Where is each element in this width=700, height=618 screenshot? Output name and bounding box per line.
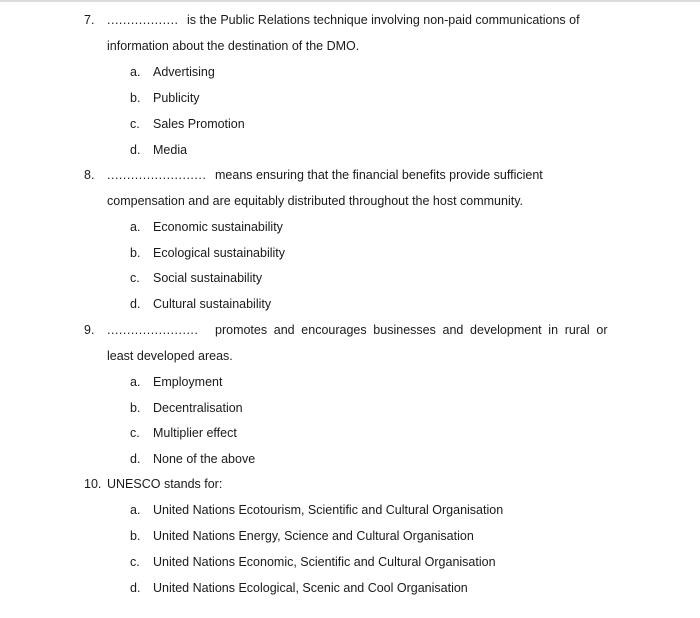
question-number: 9. <box>84 323 95 337</box>
option-letter: a. <box>130 65 141 79</box>
option-letter: c. <box>130 426 140 440</box>
question-text-line2: least developed areas. <box>107 349 233 363</box>
option-text: Advertising <box>153 65 215 79</box>
page-top-border <box>0 0 700 2</box>
option-text: Publicity <box>153 91 200 105</box>
option-text: Social sustainability <box>153 271 263 285</box>
option-text: Media <box>153 143 188 157</box>
option-text: United Nations Ecotourism, Scientific and Cultural Organisation <box>153 503 504 517</box>
option-text: Multiplier effect <box>153 426 237 440</box>
question-text-line2: compensation and are equitably distributed throughout the host community. <box>107 194 523 208</box>
option-text: United Nations Economic, Scientific and Cultural Organisation <box>153 555 496 569</box>
question-text-line1: is the Public Relations technique involving non-paid communications of <box>187 13 580 27</box>
option-letter: b. <box>130 529 141 543</box>
question-number: 8. <box>84 168 95 182</box>
option-letter: a. <box>130 220 141 234</box>
question-number: 7. <box>84 13 95 27</box>
option-text: Employment <box>153 375 223 389</box>
option-letter: a. <box>130 503 141 517</box>
option-letter: b. <box>130 401 141 415</box>
question-text-line1: means ensuring that the financial benefits provide sufficient <box>215 168 543 182</box>
option-letter: d. <box>130 297 141 311</box>
question-text-line1: promotes and encourages businesses and development in rural or <box>215 323 608 337</box>
option-letter: d. <box>130 581 141 595</box>
option-letter: a. <box>130 375 141 389</box>
option-letter: d. <box>130 452 141 466</box>
option-letter: b. <box>130 246 141 260</box>
question-number: 10. <box>84 477 102 491</box>
question-text-line1: UNESCO stands for: <box>107 477 223 491</box>
option-text: None of the above <box>153 452 256 466</box>
option-text: Economic sustainability <box>153 220 283 234</box>
option-text: Ecological sustainability <box>153 246 286 260</box>
answer-blank: ......................... <box>107 168 207 182</box>
option-text: Sales Promotion <box>153 117 245 131</box>
option-letter: c. <box>130 271 140 285</box>
option-letter: c. <box>130 117 140 131</box>
option-letter: d. <box>130 143 141 157</box>
option-text: Cultural sustainability <box>153 297 272 311</box>
option-text: United Nations Energy, Science and Cultural Organisation <box>153 529 474 543</box>
question-text-line2: information about the destination of the DMO. <box>107 39 360 53</box>
answer-blank: .................. <box>107 13 179 27</box>
answer-blank: ....................... <box>107 323 199 337</box>
option-text: Decentralisation <box>153 401 243 415</box>
option-letter: c. <box>130 555 140 569</box>
option-letter: b. <box>130 91 141 105</box>
option-text: United Nations Ecological, Scenic and Cool Organisation <box>153 581 468 595</box>
